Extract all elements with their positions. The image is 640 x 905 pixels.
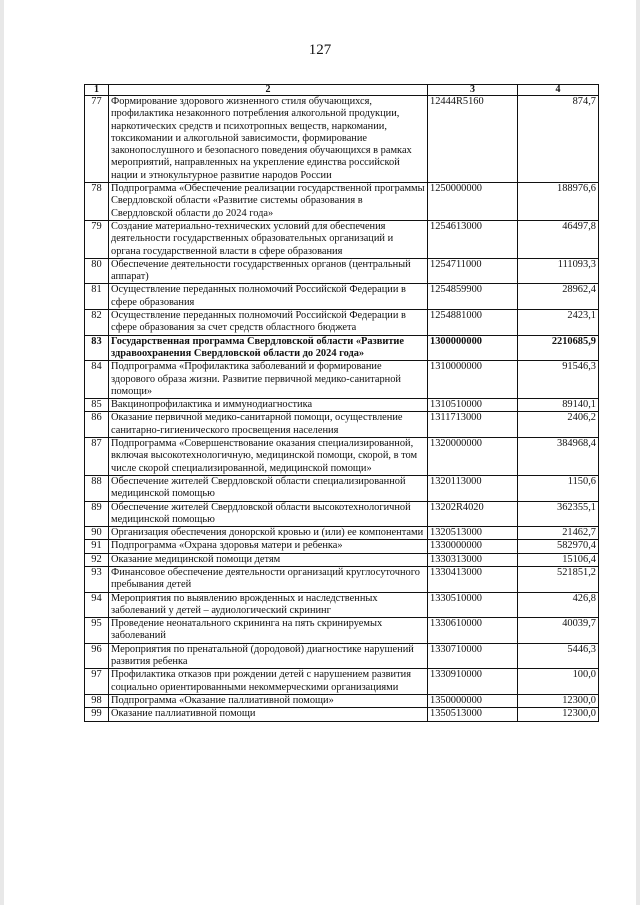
header-col-2: 2 xyxy=(109,85,428,96)
row-number: 88 xyxy=(85,475,109,501)
row-amount: 91546,3 xyxy=(518,361,599,399)
row-name: Подпрограмма «Профилактика заболеваний и формирование здорового образа жизни. Развитие первичной медико-санитарной помощи» xyxy=(109,361,428,399)
row-number: 82 xyxy=(85,310,109,336)
row-amount: 15106,4 xyxy=(518,553,599,566)
table-row xyxy=(85,220,599,258)
row-number: 79 xyxy=(85,220,109,258)
table-row xyxy=(85,540,599,553)
row-code: 1300000000 xyxy=(428,335,518,361)
row-code: 1320513000 xyxy=(428,527,518,540)
row-number: 77 xyxy=(85,96,109,183)
row-code: 1254711000 xyxy=(428,258,518,284)
row-number: 86 xyxy=(85,412,109,438)
table-row xyxy=(85,708,599,721)
table-row xyxy=(85,553,599,566)
row-code: 1330000000 xyxy=(428,540,518,553)
table-row xyxy=(85,475,599,501)
table-header xyxy=(85,85,599,96)
row-amount: 521851,2 xyxy=(518,566,599,592)
row-name: Мероприятия по пренатальной (дородовой) диагностике нарушений развития ребенка xyxy=(109,643,428,669)
row-amount: 28962,4 xyxy=(518,284,599,310)
right-page-edge xyxy=(636,0,640,905)
row-code: 1350513000 xyxy=(428,708,518,721)
row-amount: 1150,6 xyxy=(518,475,599,501)
page-number: 127 xyxy=(308,42,332,58)
row-name: Формирование здорового жизненного стиля обучающихся, профилактика незаконного потребления алкогольной продукции, наркотических средств и психотропных веществ, наркомании, токсикомании и алкогольной зависимости, формирование законопослушного и безопасного поведения обучающихся в рамках мероприятий, направленных на укрепление единства российской нации и этнокультурное развитие народов России xyxy=(109,96,428,183)
row-number: 92 xyxy=(85,553,109,566)
header-col-4: 4 xyxy=(518,85,599,96)
row-amount: 12300,0 xyxy=(518,694,599,707)
row-amount: 111093,3 xyxy=(518,258,599,284)
row-name: Осуществление переданных полномочий Российской Федерации в сфере образования за счет средств областного бюджета xyxy=(109,310,428,336)
table-row xyxy=(85,361,599,399)
table-row xyxy=(85,310,599,336)
row-number: 85 xyxy=(85,399,109,412)
row-name: Подпрограмма «Обеспечение реализации государственной программы Свердловской области «Развитие системы образования в Свердловской области до 2024 года» xyxy=(109,183,428,221)
row-name: Проведение неонатального скрининга на пять скринируемых заболеваний xyxy=(109,618,428,644)
row-amount: 2423,1 xyxy=(518,310,599,336)
row-number: 83 xyxy=(85,335,109,361)
row-amount: 46497,8 xyxy=(518,220,599,258)
row-number: 87 xyxy=(85,438,109,476)
row-code: 1311713000 xyxy=(428,412,518,438)
row-amount: 40039,7 xyxy=(518,618,599,644)
row-amount: 362355,1 xyxy=(518,501,599,527)
left-page-edge xyxy=(0,0,4,905)
table-row xyxy=(85,527,599,540)
table-row xyxy=(85,438,599,476)
table-row xyxy=(85,501,599,527)
row-name: Подпрограмма «Совершенствование оказания специализированной, включая высокотехнологичную, медицинской помощи, скорой, в том числе скорой специализированной, медицинской помощи» xyxy=(109,438,428,476)
row-name: Создание материально-технических условий для обеспечения деятельности государственных образовательных организаций и органа государственной власти в сфере образования xyxy=(109,220,428,258)
row-code: 1330910000 xyxy=(428,669,518,695)
row-name: Государственная программа Свердловской области «Развитие здравоохранения Свердловской области до 2024 года» xyxy=(109,335,428,361)
row-number: 94 xyxy=(85,592,109,618)
row-number: 80 xyxy=(85,258,109,284)
row-code: 1254859900 xyxy=(428,284,518,310)
row-number: 97 xyxy=(85,669,109,695)
row-name: Обеспечение деятельности государственных органов (центральный аппарат) xyxy=(109,258,428,284)
table-row xyxy=(85,669,599,695)
row-name: Осуществление переданных полномочий Российской Федерации в сфере образования xyxy=(109,284,428,310)
row-number: 98 xyxy=(85,694,109,707)
row-code: 1250000000 xyxy=(428,183,518,221)
row-code: 1310000000 xyxy=(428,361,518,399)
header-col-1: 1 xyxy=(85,85,109,96)
row-number: 78 xyxy=(85,183,109,221)
header-col-3: 3 xyxy=(428,85,518,96)
row-code: 1330610000 xyxy=(428,618,518,644)
row-amount: 100,0 xyxy=(518,669,599,695)
row-code: 1350000000 xyxy=(428,694,518,707)
row-amount: 89140,1 xyxy=(518,399,599,412)
row-name: Мероприятия по выявлению врожденных и наследственных заболеваний у детей – аудиологический скрининг xyxy=(109,592,428,618)
row-name: Оказание медицинской помощи детям xyxy=(109,553,428,566)
row-name: Профилактика отказов при рождении детей с нарушением развития социально ориентированными некоммерческими организациями xyxy=(109,669,428,695)
header-row xyxy=(85,85,599,96)
row-amount: 582970,4 xyxy=(518,540,599,553)
row-code: 1330510000 xyxy=(428,592,518,618)
row-name: Подпрограмма «Охрана здоровья матери и ребенка» xyxy=(109,540,428,553)
table-row xyxy=(85,643,599,669)
row-number: 90 xyxy=(85,527,109,540)
row-number: 84 xyxy=(85,361,109,399)
row-code: 1330413000 xyxy=(428,566,518,592)
row-number: 93 xyxy=(85,566,109,592)
row-amount: 21462,7 xyxy=(518,527,599,540)
row-number: 96 xyxy=(85,643,109,669)
table-row xyxy=(85,618,599,644)
row-number: 81 xyxy=(85,284,109,310)
row-amount: 12300,0 xyxy=(518,708,599,721)
row-name: Финансовое обеспечение деятельности организаций круглосуточного пребывания детей xyxy=(109,566,428,592)
row-code: 12444R5160 xyxy=(428,96,518,183)
row-name: Вакцинопрофилактика и иммунодиагностика xyxy=(109,399,428,412)
budget-table xyxy=(84,84,599,722)
row-code: 1320000000 xyxy=(428,438,518,476)
table-body xyxy=(85,96,599,722)
row-code: 1330710000 xyxy=(428,643,518,669)
row-name: Оказание паллиативной помощи xyxy=(109,708,428,721)
table-row xyxy=(85,258,599,284)
table-row xyxy=(85,183,599,221)
row-amount: 2210685,9 xyxy=(518,335,599,361)
row-number: 95 xyxy=(85,618,109,644)
row-code: 1310510000 xyxy=(428,399,518,412)
row-amount: 2406,2 xyxy=(518,412,599,438)
row-code: 13202R4020 xyxy=(428,501,518,527)
table-row xyxy=(85,284,599,310)
row-amount: 384968,4 xyxy=(518,438,599,476)
row-name: Подпрограмма «Оказание паллиативной помощи» xyxy=(109,694,428,707)
row-code: 1320113000 xyxy=(428,475,518,501)
row-code: 1254881000 xyxy=(428,310,518,336)
row-number: 91 xyxy=(85,540,109,553)
table-row xyxy=(85,96,599,183)
table-row xyxy=(85,412,599,438)
row-amount: 426,8 xyxy=(518,592,599,618)
row-amount: 874,7 xyxy=(518,96,599,183)
table-row xyxy=(85,566,599,592)
row-name: Обеспечение жителей Свердловской области специализированной медицинской помощью xyxy=(109,475,428,501)
row-amount: 5446,3 xyxy=(518,643,599,669)
table-row xyxy=(85,694,599,707)
table-row xyxy=(85,335,599,361)
row-number: 99 xyxy=(85,708,109,721)
row-name: Оказание первичной медико-санитарной помощи, осуществление санитарно-гигиенического просвещения населения xyxy=(109,412,428,438)
row-name: Организация обеспечения донорской кровью и (или) ее компонентами xyxy=(109,527,428,540)
row-name: Обеспечение жителей Свердловской области высокотехнологичной медицинской помощью xyxy=(109,501,428,527)
row-amount: 188976,6 xyxy=(518,183,599,221)
table-row xyxy=(85,399,599,412)
table-row xyxy=(85,592,599,618)
row-code: 1254613000 xyxy=(428,220,518,258)
row-code: 1330313000 xyxy=(428,553,518,566)
row-number: 89 xyxy=(85,501,109,527)
